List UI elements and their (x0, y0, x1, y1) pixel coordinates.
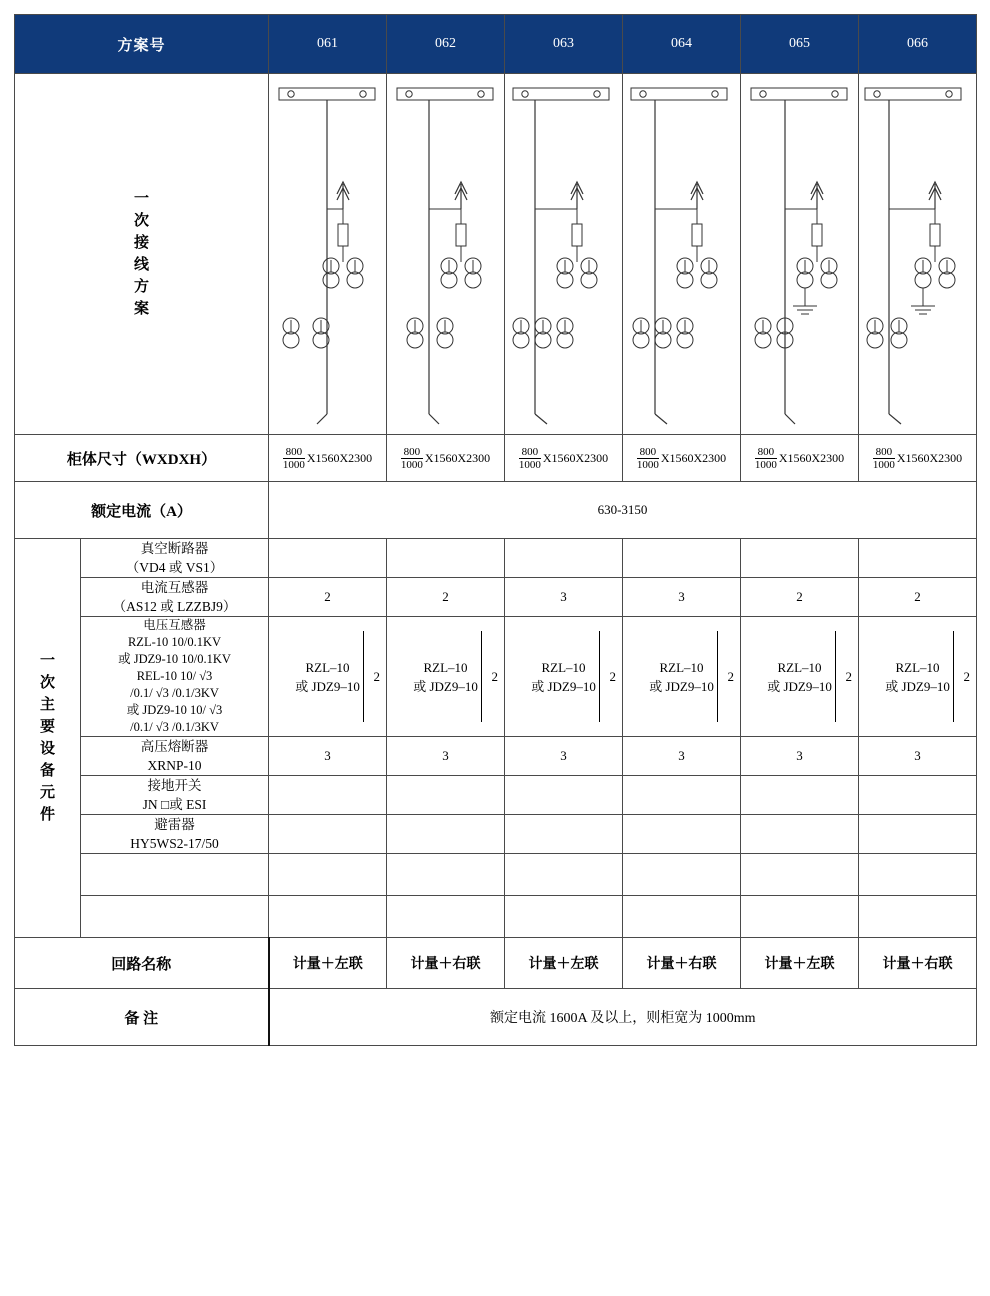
blank1-065 (741, 854, 859, 896)
table-header-row (15, 15, 977, 74)
circuit-061: 计量＋左联 (269, 938, 387, 989)
fuse-062: 3 (387, 737, 505, 776)
diagram-062 (387, 74, 505, 435)
pt-061: RZL–10 或 JDZ9–10 2 (269, 617, 387, 737)
breaker-063 (505, 539, 623, 578)
earthswitch-063 (505, 776, 623, 815)
note-label: 备 注 (15, 989, 269, 1046)
dimension-064: $\frac{800}{1000}$ X1560X2300 (623, 435, 741, 482)
blank1-062 (387, 854, 505, 896)
blank2-063 (505, 896, 623, 938)
blank2-066 (859, 896, 977, 938)
breaker-064 (623, 539, 741, 578)
header-scheme-label: 方案号 (15, 15, 269, 74)
ct-062: 2 (387, 578, 505, 617)
diagram-row-label: 一 次 接 线 方 案 (15, 74, 269, 435)
equipment-row-ct (15, 578, 977, 617)
pt-064: RZL–10 或 JDZ9–10 2 (623, 617, 741, 737)
diagram-065 (741, 74, 859, 435)
breaker-061 (269, 539, 387, 578)
arrester-064 (623, 815, 741, 854)
header-scheme-066: 066 (859, 15, 977, 74)
blank2-065 (741, 896, 859, 938)
header-scheme-064: 064 (623, 15, 741, 74)
pt-062: RZL–10 或 JDZ9–10 2 (387, 617, 505, 737)
ct-065: 2 (741, 578, 859, 617)
arrester-065 (741, 815, 859, 854)
diagram-row (15, 74, 977, 435)
header-scheme-065: 065 (741, 15, 859, 74)
dimension-row (15, 435, 977, 482)
diagram-061 (269, 74, 387, 435)
blank1-061 (269, 854, 387, 896)
equipment-name-blank-2 (81, 896, 269, 938)
pt-066: RZL–10 或 JDZ9–10 2 (859, 617, 977, 737)
equipment-row-arrester (15, 815, 977, 854)
rated-current-label: 额定电流（A） (15, 482, 269, 539)
fuse-065: 3 (741, 737, 859, 776)
equipment-name-ct: 电流互感器 （AS12 或 LZZBJ9） (81, 578, 269, 617)
fuse-061: 3 (269, 737, 387, 776)
circuit-062: 计量＋右联 (387, 938, 505, 989)
scheme-table (14, 14, 977, 1046)
dimension-066: $\frac{800}{1000}$ X1560X2300 (859, 435, 977, 482)
rated-current-row (15, 482, 977, 539)
ct-066: 2 (859, 578, 977, 617)
dimension-label: 柜体尺寸（WXDXH） (15, 435, 269, 482)
arrester-061 (269, 815, 387, 854)
diagram-063 (505, 74, 623, 435)
blank1-064 (623, 854, 741, 896)
page-root (0, 14, 990, 1296)
ct-063: 3 (505, 578, 623, 617)
breaker-065 (741, 539, 859, 578)
equipment-section-label: 一 次 主 要 设 备 元 件 (15, 539, 81, 938)
header-scheme-063: 063 (505, 15, 623, 74)
earthswitch-061 (269, 776, 387, 815)
earthswitch-065 (741, 776, 859, 815)
circuit-066: 计量＋右联 (859, 938, 977, 989)
circuit-label: 回路名称 (15, 938, 269, 989)
breaker-062 (387, 539, 505, 578)
diagram-064 (623, 74, 741, 435)
diagram-066 (859, 74, 977, 435)
ct-061: 2 (269, 578, 387, 617)
equipment-row-blank-2 (15, 896, 977, 938)
blank2-064 (623, 896, 741, 938)
earthswitch-062 (387, 776, 505, 815)
note-row (15, 989, 977, 1046)
arrester-066 (859, 815, 977, 854)
breaker-066 (859, 539, 977, 578)
blank1-063 (505, 854, 623, 896)
equipment-row-pt (15, 617, 977, 737)
ct-064: 3 (623, 578, 741, 617)
arrester-063 (505, 815, 623, 854)
circuit-064: 计量＋右联 (623, 938, 741, 989)
earthswitch-064 (623, 776, 741, 815)
header-scheme-061: 061 (269, 15, 387, 74)
blank2-061 (269, 896, 387, 938)
fuse-063: 3 (505, 737, 623, 776)
circuit-063: 计量＋左联 (505, 938, 623, 989)
dimension-061: $\frac{800}{1000}$ X1560X2300 (269, 435, 387, 482)
equipment-row-blank-1 (15, 854, 977, 896)
rated-current-value: 630-3150 (269, 482, 977, 539)
fuse-066: 3 (859, 737, 977, 776)
blank1-066 (859, 854, 977, 896)
equipment-name-breaker: 真空断路器 （VD4 或 VS1） (81, 539, 269, 578)
equipment-name-earthswitch: 接地开关 JN □或 ESI (81, 776, 269, 815)
pt-065: RZL–10 或 JDZ9–10 2 (741, 617, 859, 737)
equipment-name-fuse: 高压熔断器 XRNP-10 (81, 737, 269, 776)
equipment-name-blank-1 (81, 854, 269, 896)
fuse-064: 3 (623, 737, 741, 776)
equipment-name-arrester: 避雷器 HY5WS2-17/50 (81, 815, 269, 854)
equipment-row-fuse (15, 737, 977, 776)
dimension-065: $\frac{800}{1000}$ X1560X2300 (741, 435, 859, 482)
equipment-name-pt: 电压互感器 RZL-10 10/0.1KV 或 JDZ9-10 10/0.1KV REL-10 10/ √3 /0.1/ √3 /0.1/3KV 或 JDZ9-10 10/ √3 /0.1/ √3 /0.1/3KV (81, 617, 269, 737)
earthswitch-066 (859, 776, 977, 815)
circuit-065: 计量＋左联 (741, 938, 859, 989)
dimension-062: $\frac{800}{1000}$ X1560X2300 (387, 435, 505, 482)
arrester-062 (387, 815, 505, 854)
blank2-062 (387, 896, 505, 938)
dimension-063: $\frac{800}{1000}$ X1560X2300 (505, 435, 623, 482)
header-scheme-062: 062 (387, 15, 505, 74)
note-value: 额定电流 1600A 及以上，则柜宽为 1000mm (269, 989, 977, 1046)
pt-063: RZL–10 或 JDZ9–10 2 (505, 617, 623, 737)
circuit-row (15, 938, 977, 989)
equipment-row-breaker (15, 539, 977, 578)
equipment-row-earthswitch (15, 776, 977, 815)
